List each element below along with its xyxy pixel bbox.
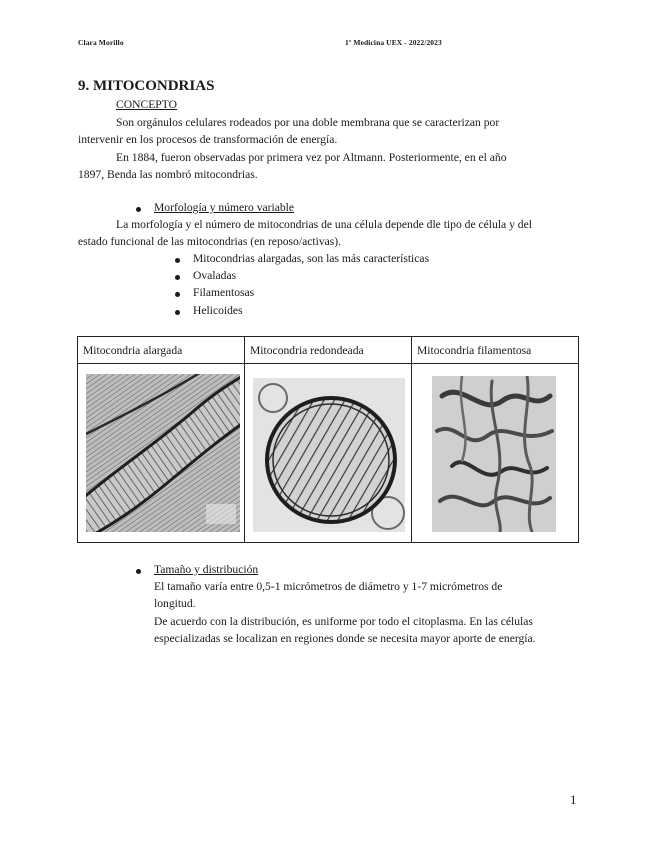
- size-line-3: De acuerdo con la distribución, es uniforme por todo el citoplasma. En las células: [154, 615, 533, 628]
- list-bullet: [175, 292, 180, 297]
- size-line-4: especializadas se localizan en regiones donde se necesita mayor aporte de energía.: [154, 632, 536, 645]
- header-course: 1º Medicina UEX - 2022/2023: [345, 38, 442, 47]
- list-bullet: [175, 310, 180, 315]
- rounded-mitochondria-image: [253, 378, 405, 532]
- list-bullet: [175, 275, 180, 280]
- morphology-item-2: Ovaladas: [193, 269, 237, 282]
- elongated-mitochondria-image: [86, 374, 240, 532]
- header-author: Clara Morillo: [78, 38, 124, 47]
- morphology-item-4: Helicoides: [193, 304, 243, 317]
- size-line-2: longitud.: [154, 597, 196, 610]
- concept-line-2: intervenir en los procesos de transformación de energía.: [78, 133, 338, 146]
- page-number: 1: [570, 792, 577, 807]
- concept-line-1: Son orgánulos celulares rodeados por una doble membrana que se caracterizan por: [116, 116, 500, 129]
- mitochondria-table: [77, 336, 579, 543]
- table-header-cell: Mitocondria alargada: [78, 337, 245, 364]
- table-image-cell: [412, 364, 579, 543]
- table-image-row: [78, 364, 579, 543]
- table-image-cell: [78, 364, 245, 543]
- history-line-2: 1897, Benda las nombró mitocondrias.: [78, 168, 258, 181]
- morphology-line-2: estado funcional de las mitocondrias (en reposo/activas).: [78, 235, 342, 248]
- size-bullet: [136, 569, 141, 574]
- size-heading: Tamaño y distribución: [154, 563, 259, 576]
- list-bullet: [175, 258, 180, 263]
- filamentous-mitochondria-image: [432, 376, 556, 532]
- concept-heading: CONCEPTO: [116, 98, 177, 111]
- morphology-bullet: [136, 207, 141, 212]
- morphology-item-1: Mitocondrias alargadas, son las más características: [193, 252, 430, 265]
- table-header-cell: Mitocondria redondeada: [245, 337, 412, 364]
- morphology-line-1: La morfología y el número de mitocondrias de una célula depende dle tipo de célula y del: [116, 218, 532, 231]
- table-header-cell: Mitocondria filamentosa: [412, 337, 579, 364]
- morphology-heading: Morfología y número variable: [154, 201, 295, 214]
- history-line-1: En 1884, fueron observadas por primera vez por Altmann. Posteriormente, en el año: [116, 151, 507, 164]
- section-title: 9. MITOCONDRIAS: [78, 78, 215, 94]
- table-image-cell: [245, 364, 412, 543]
- size-line-1: El tamaño varía entre 0,5-1 micrómetros de diámetro y 1-7 micrómetros de: [154, 580, 503, 593]
- table-header-row: [78, 337, 579, 364]
- morphology-item-3: Filamentosas: [193, 286, 255, 299]
